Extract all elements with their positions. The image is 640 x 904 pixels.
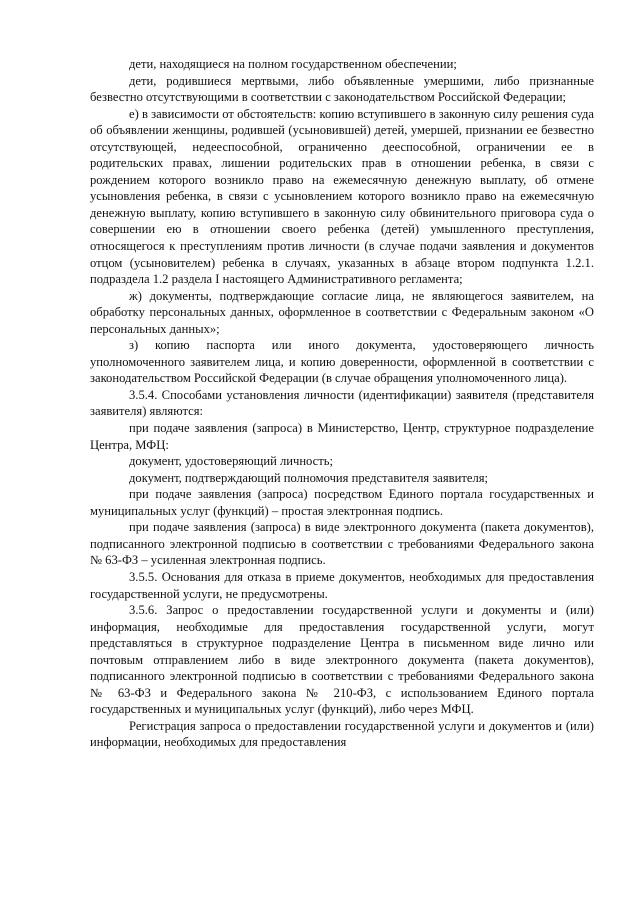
document-page xyxy=(90,56,594,751)
paragraph: документ, подтверждающий полномочия представителя заявителя; xyxy=(129,470,489,485)
paragraph: дети, находящиеся на полном государственном обеспечении; xyxy=(129,57,457,71)
paragraph: при подаче заявления (запроса) в Министерство, Центр, структурное подразделение Центра, МФЦ: xyxy=(90,421,594,452)
paragraph: 3.5.6. Запрос о предоставлении государственной услуги и документы и (или) информация, необходимые для предоставления государственной услуги, могут представляться в структурное подразделение Центра в письменном виде лично или почтовым отправлением либо в виде электронного документа (пакета документов), подписанного электронной подписью в соответствии с требованиями Федерального закона № 63-ФЗ и Федерального закона № 210-ФЗ, с использованием Единого портала государственных и муниципальных услуг (функций), либо через МФЦ. xyxy=(90,603,594,717)
paragraph: 3.5.4. Способами установления личности (идентификации) заявителя (представителя заявителя) являются: xyxy=(90,387,594,419)
paragraph: при подаче заявления (запроса) в виде электронного документа (пакета документов), подписанного электронной подписью в соответствии с требованиями Федерального закона № 63-ФЗ – усиленная электронная подпись. xyxy=(90,520,594,568)
paragraph: при подаче заявления (запроса) посредством Единого портала государственных и муниципальных услуг (функций) – простая электронная подпись. xyxy=(90,487,594,518)
paragraph: Регистрация запроса о предоставлении государственной услуги и документов и (или) информации, необходимых для предоставления xyxy=(90,718,594,750)
paragraph: 3.5.5. Основания для отказа в приеме документов, необходимых для предоставления государственной услуги, не предусмотрены. xyxy=(90,569,594,601)
paragraph: документ, удостоверяющий личность; xyxy=(129,454,334,469)
paragraph: дети, родившиеся мертвыми, либо объявленные умершими, либо признанные безвестно отсутствующими в соответствии с законодательством Российской Федерации; xyxy=(90,73,594,105)
paragraph: е) в зависимости от обстоятельств: копию вступившего в законную силу решения суда об объявлении женщины, родившей (усыновившей) детей, умершей, признании ее безвестно отсутствующей, недееспособной, ограниченно дееспособной, ограничении ее в родительских правах, лишении родительских прав в отношении ребенка, в связи с рождением которого возникло право на ежемесячную денежную выплату, об отмене усыновления ребенка, в связи с усыновлением которого возникло право на ежемесячную денежную выплату, копию вступившего в законную силу обвинительного приговора суда о совершении ею в отношении своего ребенка (детей) умышленного преступления, относящегося к преступлениям против личности (в случае подачи заявления и документов отцом (усыновителем) ребенка в случаях, указанных в абзаце втором подпункта 1.2.1. подраздела 1.2 раздела I настоящего Административного регламента; xyxy=(90,106,594,287)
paragraph: ж) документы, подтверждающие согласие лица, не являющегося заявителем, на обработку персональных данных, оформленное в соответствии с Федеральным законом «О персональных данных»; xyxy=(90,288,594,336)
paragraph: з) копию паспорта или иного документа, удостоверяющего личность уполномоченного заявителем лица, и копию доверенности, оформленной в соответствии с законодательством Российской Федерации (в случае обращения уполномоченного лица). xyxy=(90,338,594,386)
